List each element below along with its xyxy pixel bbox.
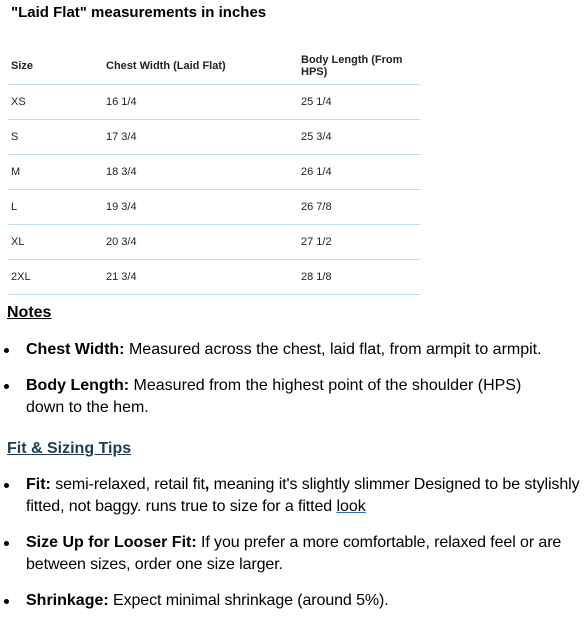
tip-text: If you prefer a more comfortable, relaxed feel or are between sizes, order one size larger. <box>26 534 562 573</box>
cell-chest-width: 19 3/4 <box>103 190 298 225</box>
cell-size: M <box>8 155 103 190</box>
table-row <box>8 225 421 260</box>
column-header-chest-width: Chest Width (Laid Flat) <box>106 60 226 72</box>
list-item <box>0 590 588 612</box>
note-text: Measured from the highest point of the shoulder (HPS) <box>129 377 522 394</box>
cell-chest-width: 18 3/4 <box>103 155 298 190</box>
bullet-dot-icon <box>4 599 9 604</box>
column-header-size: Size <box>11 60 34 72</box>
cell-chest-width: 20 3/4 <box>103 225 298 260</box>
note-text: Measured across the chest, laid flat, from armpit to armpit. <box>124 341 542 358</box>
cell-body-length: 28 1/8 <box>298 260 421 295</box>
note-text-continued: down to the hem. <box>26 399 149 416</box>
tip-text: semi-relaxed, retail fit <box>50 476 205 493</box>
page-title: "Laid Flat" measurements in inches <box>11 4 267 21</box>
cell-size: S <box>8 120 103 155</box>
bullet-dot-icon <box>4 384 9 389</box>
column-header-body-length: Body Length (From HPS) <box>301 54 403 78</box>
tip-term: Size Up for Looser Fit: <box>26 534 197 551</box>
cell-body-length: 26 1/4 <box>298 155 421 190</box>
table-row <box>8 120 421 155</box>
tip-term-comma: , <box>204 476 210 493</box>
cell-body-length: 27 1/2 <box>298 225 421 260</box>
size-chart-table <box>8 48 421 295</box>
notes-heading: Notes <box>7 304 52 321</box>
cell-chest-width: 21 3/4 <box>103 260 298 295</box>
cell-size: 2XL <box>8 260 103 295</box>
table-row <box>8 260 421 295</box>
table-row <box>8 155 421 190</box>
cell-body-length: 26 7/8 <box>298 190 421 225</box>
tip-term: Shrinkage: <box>26 592 109 609</box>
list-item <box>0 339 588 361</box>
notes-list <box>0 339 588 433</box>
table-header-row <box>8 48 421 85</box>
bullet-dot-icon <box>4 348 9 353</box>
tip-term: Fit: <box>26 476 51 493</box>
note-term: Chest Width: <box>26 341 125 358</box>
list-item <box>0 532 588 576</box>
list-item <box>0 474 588 518</box>
tip-text: Expect minimal shrinkage (around 5%). <box>108 592 389 609</box>
cell-body-length: 25 1/4 <box>298 85 421 120</box>
cell-chest-width: 16 1/4 <box>103 85 298 120</box>
fit-sizing-tips-heading: Fit & Sizing Tips <box>7 440 132 457</box>
list-item <box>0 375 588 419</box>
tip-text-continued: meaning it's slightly slimmer Designed to be stylishly fitted, not baggy. runs true to size for a fitted <box>26 476 580 515</box>
tips-list <box>0 474 588 626</box>
cell-chest-width: 17 3/4 <box>103 120 298 155</box>
table-row <box>8 85 421 120</box>
cell-size: XL <box>8 225 103 260</box>
cell-size: XS <box>8 85 103 120</box>
bullet-dot-icon <box>4 483 9 488</box>
look-link[interactable]: look <box>336 498 366 515</box>
cell-body-length: 25 3/4 <box>298 120 421 155</box>
bullet-dot-icon <box>4 541 9 546</box>
note-term: Body Length: <box>26 377 130 394</box>
table-row <box>8 190 421 225</box>
cell-size: L <box>8 190 103 225</box>
